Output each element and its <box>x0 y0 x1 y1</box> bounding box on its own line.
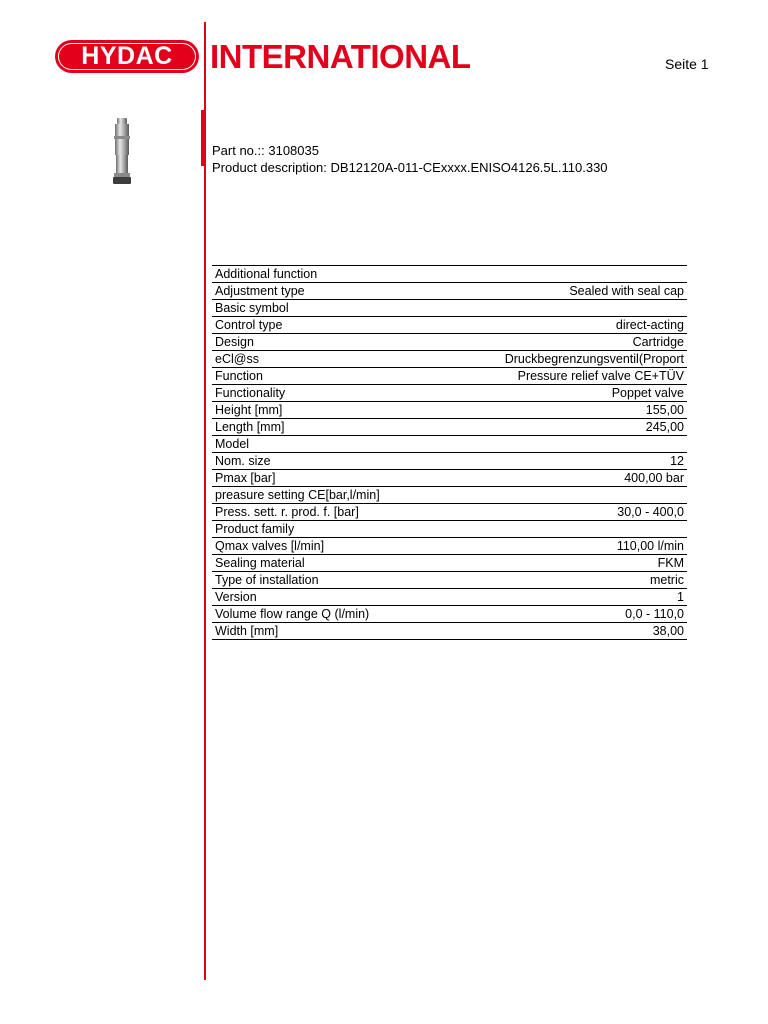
spec-value: 110,00 l/min <box>440 538 687 555</box>
spec-row <box>212 606 687 623</box>
spec-row <box>212 470 687 487</box>
spec-value: metric <box>440 572 687 589</box>
spec-row <box>212 402 687 419</box>
spec-row <box>212 453 687 470</box>
spec-label: Height [mm] <box>212 402 440 419</box>
spec-label: Model <box>212 436 440 453</box>
spec-value: Druckbegrenzungsventil(Proport <box>440 351 687 368</box>
spec-label: Nom. size <box>212 453 440 470</box>
spec-value: 38,00 <box>440 623 687 640</box>
spec-row <box>212 283 687 300</box>
spec-label: Adjustment type <box>212 283 440 300</box>
spec-value: 155,00 <box>440 402 687 419</box>
spec-label: eCl@ss <box>212 351 440 368</box>
spec-value: FKM <box>440 555 687 572</box>
spec-label: Length [mm] <box>212 419 440 436</box>
spec-label: Qmax valves [l/min] <box>212 538 440 555</box>
spec-row <box>212 419 687 436</box>
red-accent-bar <box>201 110 206 166</box>
spec-value: 400,00 bar <box>440 470 687 487</box>
spec-value <box>440 521 687 538</box>
spec-label: Function <box>212 368 440 385</box>
part-number: Part no.:: 3108035 <box>212 143 319 158</box>
spec-table <box>212 265 687 640</box>
spec-row <box>212 623 687 640</box>
spec-label: Basic symbol <box>212 300 440 317</box>
spec-label: Product family <box>212 521 440 538</box>
spec-row <box>212 266 687 283</box>
spec-label: Sealing material <box>212 555 440 572</box>
spec-label: Volume flow range Q (l/min) <box>212 606 440 623</box>
spec-value: direct-acting <box>440 317 687 334</box>
spec-label: Type of installation <box>212 572 440 589</box>
product-description: Product description: DB12120A-011-CExxxx.ENISO4126.5L.110.330 <box>212 160 608 175</box>
spec-row <box>212 589 687 606</box>
spec-value <box>440 300 687 317</box>
spec-row <box>212 572 687 589</box>
spec-value: Cartridge <box>440 334 687 351</box>
spec-row <box>212 487 687 504</box>
spec-row <box>212 334 687 351</box>
spec-value <box>440 436 687 453</box>
spec-value: 30,0 - 400,0 <box>440 504 687 521</box>
spec-value: 1 <box>440 589 687 606</box>
spec-label: Design <box>212 334 440 351</box>
spec-value: Pressure relief valve CE+TÜV <box>440 368 687 385</box>
spec-label: Additional function <box>212 266 440 283</box>
spec-value: 12 <box>440 453 687 470</box>
brand-suffix: INTERNATIONAL <box>210 38 471 75</box>
spec-row <box>212 351 687 368</box>
spec-label: preasure setting CE[bar,l/min] <box>212 487 440 504</box>
valve-cartridge-icon <box>108 118 136 186</box>
spec-label: Press. sett. r. prod. f. [bar] <box>212 504 440 521</box>
spec-row <box>212 385 687 402</box>
spec-value: 0,0 - 110,0 <box>440 606 687 623</box>
spec-row <box>212 317 687 334</box>
spec-label: Functionality <box>212 385 440 402</box>
spec-row <box>212 538 687 555</box>
spec-value <box>440 487 687 504</box>
logo-text: HYDAC <box>81 42 173 70</box>
spec-row <box>212 504 687 521</box>
hydac-logo <box>55 40 199 73</box>
spec-row <box>212 436 687 453</box>
spec-row <box>212 300 687 317</box>
page-number: Seite 1 <box>665 56 709 72</box>
spec-label: Width [mm] <box>212 623 440 640</box>
spec-value: Sealed with seal cap <box>440 283 687 300</box>
spec-row <box>212 555 687 572</box>
spec-row <box>212 521 687 538</box>
spec-label: Version <box>212 589 440 606</box>
spec-value: Poppet valve <box>440 385 687 402</box>
spec-value <box>440 266 687 283</box>
spec-label: Pmax [bar] <box>212 470 440 487</box>
spec-row <box>212 368 687 385</box>
spec-value: 245,00 <box>440 419 687 436</box>
spec-label: Control type <box>212 317 440 334</box>
